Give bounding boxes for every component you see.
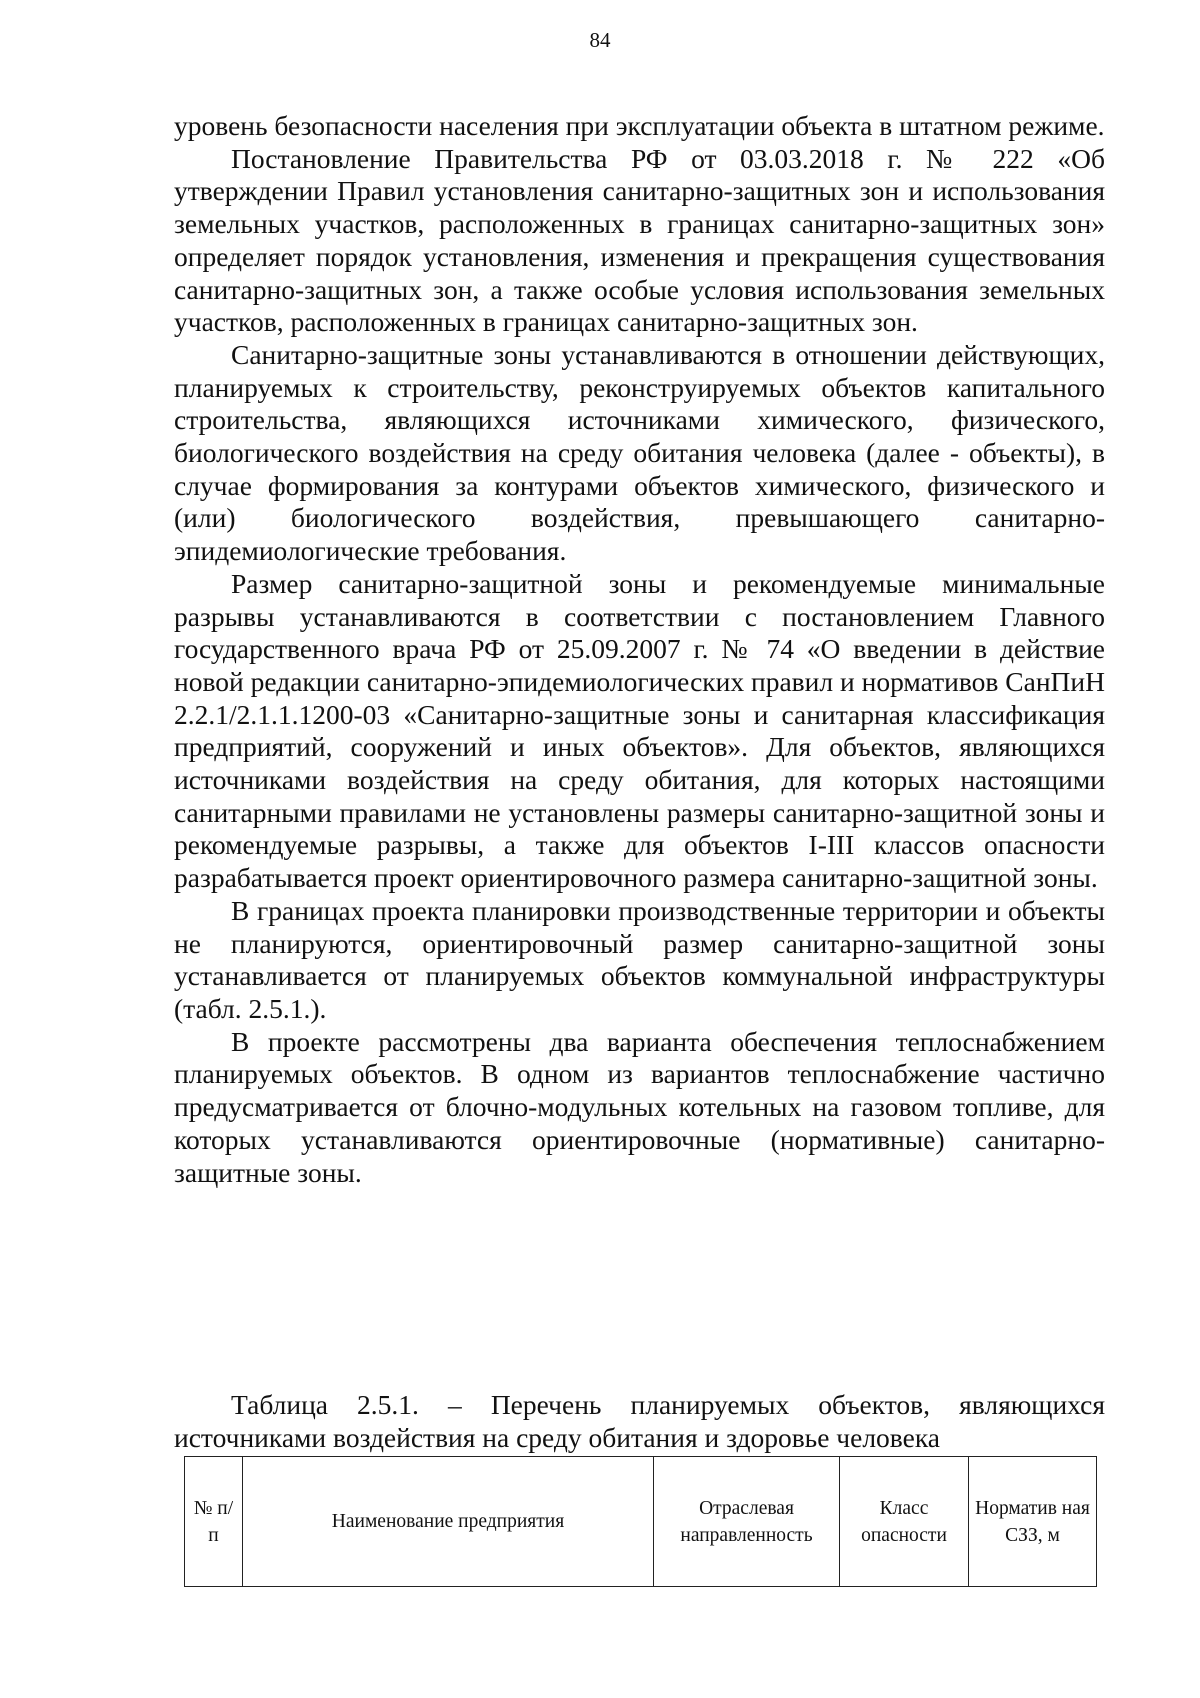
objects-table: [184, 1456, 1097, 1587]
paragraph-government-decree: Постановление Правительства РФ от 03.03.2018 г. № 222 «Об утверждении Правил установления санитарно-защитных зон и использования земельных участков, расположенных в границах санитарно-защитных зон» определяет порядок установления, изменения и прекращения существования санитарно-защитных зон, а также особые условия использования земельных участков, расположенных в границах санитарно-защитных зон.: [174, 142, 1105, 338]
header-hazard-class: Класс опасности: [840, 1457, 969, 1587]
header-sector: Отраслевая направленность: [654, 1457, 840, 1587]
table-header-row: [185, 1457, 1097, 1587]
paragraph-planning-boundaries: В границах проекта планировки производственные территории и объекты не планируются, ориентировочный размер санитарно-защитной зоны устанавливается от планируемых объектов коммунальной инфраструктуры (табл. 2.5.1.).: [174, 894, 1105, 1024]
page-number: 84: [589, 28, 611, 52]
paragraph-heat-supply: В проекте рассмотрены два варианта обеспечения теплоснабжением планируемых объектов. В одном из вариантов теплоснабжение частично предусматривается от блочно-модульных котельных на газовом топливе, для которых устанавливаются ориентировочные (нормативные) санитарно-защитные зоны.: [174, 1025, 1105, 1188]
document-body: [174, 110, 1105, 1189]
table-caption: Таблица 2.5.1. – Перечень планируемых объектов, являющихся источниками воздействия на среду обитания и здоровье человека: [174, 1389, 1105, 1453]
paragraph-protection-zones: Санитарно-защитные зоны устанавливаются в отношении действующих, планируемых к строительству, реконструируемых объектов капитального строительства, являющихся источниками химического, физического, биологического воздействия на среду обитания человека (далее - объекты), в случае формирования за контурами объектов химического, физического и (или) биологического воздействия, превышающего санитарно-эпидемиологические требования.: [174, 338, 1105, 567]
header-number: № п/п: [185, 1457, 243, 1587]
header-sanitary-zone: Норматив ная СЗЗ, м: [969, 1457, 1097, 1587]
paragraph-zone-size: Размер санитарно-защитной зоны и рекомендуемые минимальные разрывы устанавливаются в соответствии с постановлением Главного государственного врача РФ от 25.09.2007 г. № 74 «О введении в действие новой редакции санитарно-эпидемиологических правил и нормативов СанПиН 2.2.1/2.1.1.1200-03 «Санитарно-защитные зоны и санитарная классификация предприятий, сооружений и иных объектов». Для объектов, являющихся источниками воздействия на среду обитания, для которых настоящими санитарными правилами не установлены размеры санитарно-защитной зоны и рекомендуемые разрывы, а также для объектов I-III классов опасности разрабатывается проект ориентировочного размера санитарно-защитной зоны.: [174, 567, 1105, 894]
paragraph-continuation: уровень безопасности населения при эксплуатации объекта в штатном режиме.: [174, 110, 1105, 141]
header-enterprise-name: Наименование предприятия: [243, 1457, 654, 1587]
